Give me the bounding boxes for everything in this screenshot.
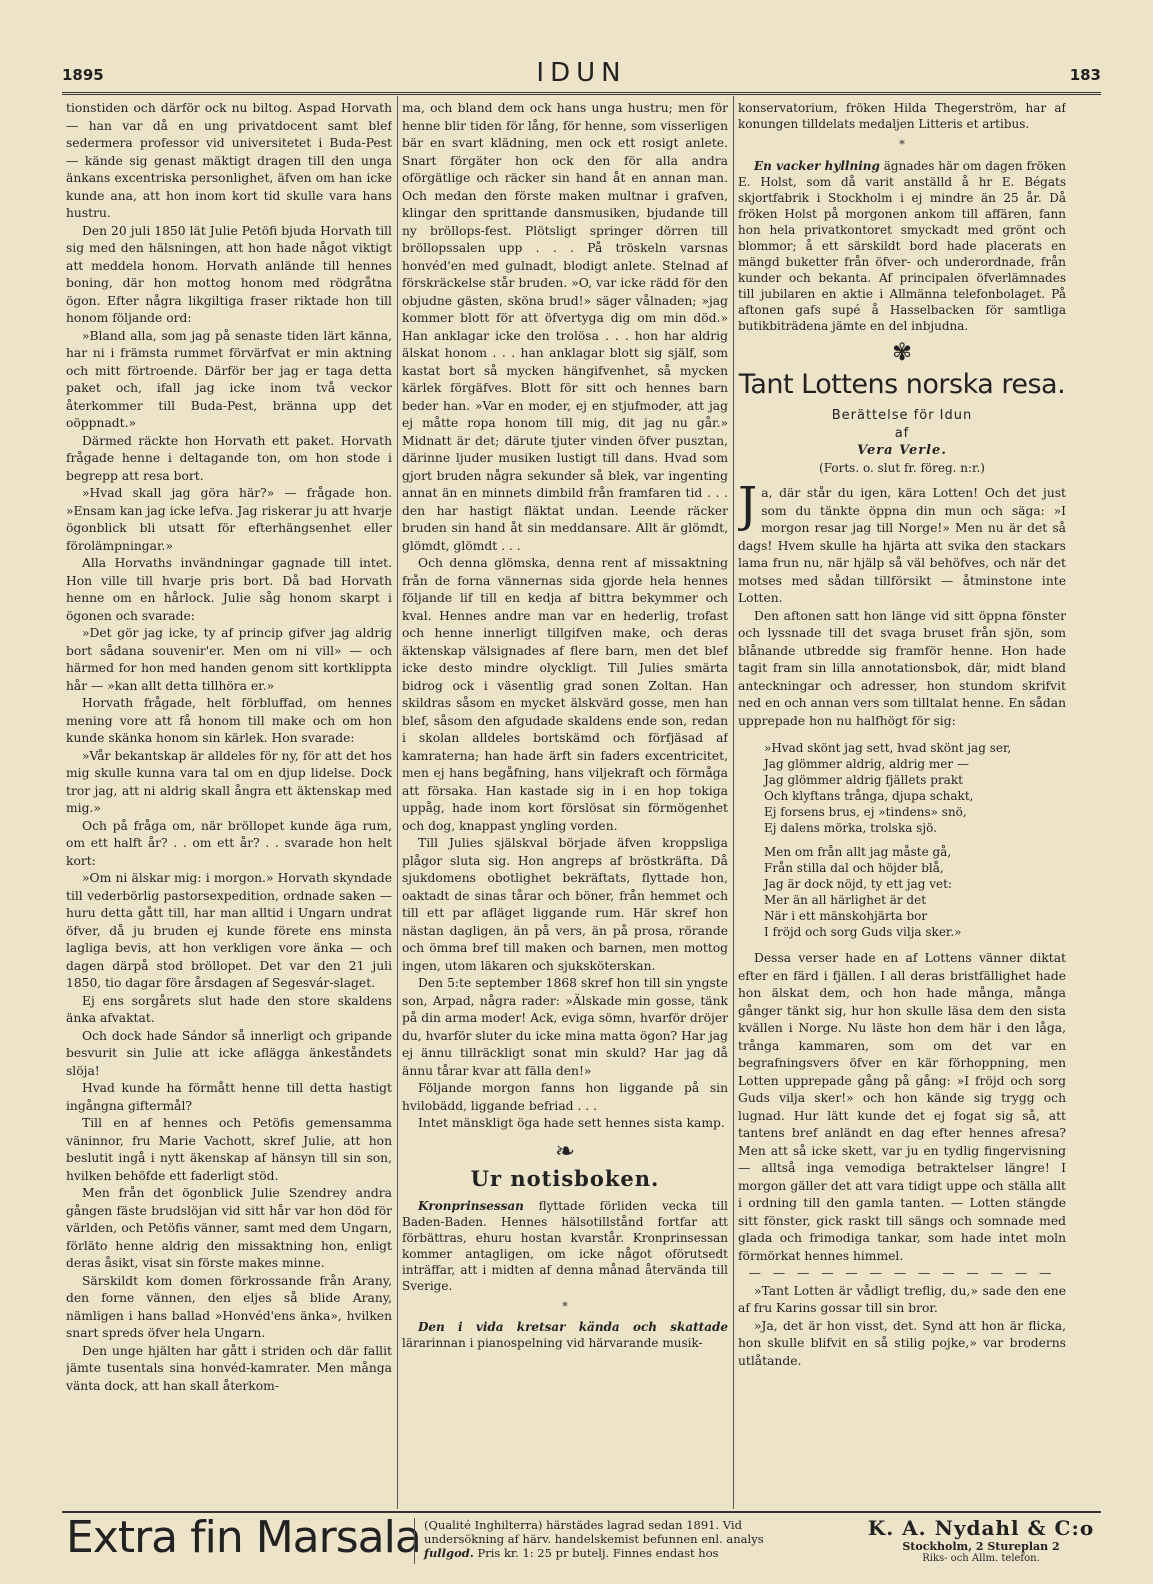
ornament-icon: ✾ — [891, 337, 913, 366]
paragraph: Den 20 juli 1850 lät Julie Petöfi bjuda Horvath till sig med den hälsningen, att hon hade något viktigt att meddela honom. Horvath anlände till hennes boning, där hon mottog honom med rödgråtna ögon. Efter några likgiltiga fraser riktade hon till honom följande ord: — [66, 223, 392, 325]
paragraph: tionstiden och därför ock nu biltog. Aspad Horvath — han var då en ung privatdocent samt blef sedermera professor vid universitetet i Buda-Pest — kände sig genast mäktigt dragen till den unga änkans excentriska personlighet, äfven om han icke kunde ana, att hon inom kort tid skulle vara hans hustru. — [66, 101, 392, 220]
poem-line: I fröjd och sorg Guds vilja sker.» — [764, 925, 962, 939]
paragraph: Till Julies själskval började äfven kroppsliga plågor sluta sig. Hon angreps af bröstkräfta. Då sjukdomens obotlighet bekräftats, flyttade hon, oaktadt de sinas tårar och böner, från hemmet och till ett par afläget liggande rum. Här skref hon nästan dagligen, än på vers, än på prosa, rörande och ömma bref till maken och barnen, men mottog ingen, utom läkaren och sjuksköterskan. — [402, 836, 728, 973]
paragraph: Intet mänskligt öga hade sett hennes sista kamp. — [418, 1116, 725, 1130]
poem-line: När i ett mänskohjärta bor — [764, 909, 928, 923]
poem-line: Ej forsens brus, ej »tindens» snö, — [764, 805, 967, 819]
story-subtitle: Berättelse för Idun — [831, 408, 973, 423]
header-year: 1895 — [62, 66, 104, 84]
paragraph: Dessa verser hade en af Lottens vänner diktat efter en färd i fjällen. I all deras bristfällighet hade hon älskat dem, och hon hade många, många gånger tänkt sig, hur hon skulle läsa dem den sista kvällen i Norge. Nu läste hon dem här i den låga, trånga kammaren, som om det var en begrafningsvers öfver en kär förhoppning, men Lotten upprepade gång på gång: »I fröjd och sorg Guds vilja sker!» och hon kände sig trygg och lugnad. Hur lätt kunde det ej fogat sig så, att tantens bref anländt en dag efter hennes afresa? Men att så icke skett, var ju en tydlig fingervisning — alltså inga vemodiga betraktelser längre! I morgon gäller det att vara tidigt uppe och ställa allt i ordning till den gamla tanten. — Lotten stängde sitt fönster, gick raskt till sängs och somnade med glada och frimodiga tankar, som hade intet moln förmörkat hennes himmel. — [738, 951, 1066, 1263]
poem-line: Men om från allt jag måste gå, — [764, 845, 952, 859]
paragraph: »Vår bekantskap är alldeles för ny, för att det hos mig skulle kunna vara tal om en djup lidelse. Dock tror jag, att ni aldrig skall ångra ett äktenskap med mig.» — [66, 748, 392, 815]
poem-stanza-gap — [764, 836, 1066, 844]
story-af: af — [894, 425, 910, 441]
story-continuation-note: (Forts. o. slut fr. föreg. n:r.) — [819, 460, 985, 475]
advert-address: Stockholm, 2 Stureplan 2 — [902, 1540, 1060, 1553]
notis-paragraph: konservatorium, fröken Hilda Thegerström, har af konungen tilldelats medaljen Litteris et artibus. — [738, 101, 1066, 131]
advert-text: Pris kr. 1: 25 pr butelj. Finnes endast hos — [473, 1546, 719, 1560]
poem-line: Mer än all härlighet är det — [764, 893, 927, 907]
advert-text: (Qualité Inghilterra) härstädes lagrad sedan 1891. Vid undersökning af härv. handelskemist befunnen enl. analys — [424, 1518, 764, 1546]
advert-telephone: Riks- och Allm. telefon. — [922, 1553, 1040, 1564]
paragraph: »Tant Lotten är vådligt treflig, du,» sade den ene af fru Karins gossar till sin bror. — [738, 1283, 1066, 1315]
paragraph: »Ja, det är hon visst, det. Synd att hon är flicka, hon skulle blifvit en så stilig pojke,» var broderns utlåtande. — [738, 1318, 1066, 1368]
advert-headline: Extra fin Marsala — [66, 1512, 421, 1563]
paragraph: Och denna glömska, denna rent af missaktning från de forna vännernas sida gjorde hela hennes följande lif till en kedja af bittra bekymmer och kval. Hennes andre man var en hederlig, trofast och henne innerligt tillgifven make, och deras äktenskap välsignades af flere barn, men det blef icke desto mindre olyckligt. Till Julies smärta bidrog ock i väsentlig grad sonen Zoltan. Han skildras såsom en mycket älskvärd gosse, men han blef, såsom den afgudade skaldens ende son, redan i skolan alldeles bortskämd och förfjäsad af kamraterna; han hade ärft sin faders excentricitet, men ej hans begåfning, hans viljekraft och förmåga att försaka. Han kastade sig in i en hop tokiga uppåg, hade inom kort förslösat sin förmögenhet och dog, knappast yngling vorden. — [402, 556, 728, 833]
poem — [764, 740, 1066, 940]
page-header — [62, 58, 1101, 92]
page-number: 183 — [1069, 66, 1101, 84]
paragraph: Den unge hjälten har gått i striden och där fallit jämte tusentals sina honvéd-kamrater. Men många vänta dock, att han skall återkom- — [66, 1343, 392, 1393]
star-separator-icon: * — [899, 138, 905, 151]
paragraph: Den aftonen satt hon länge vid sitt öppna fönster och lyssnade till det svaga bruset från sjön, som blånande utbredde sig framför henne. Hon hade tagit fram sin lilla annotationsbok, där, midt bland anteckningar och adresser, hon stundom skrifvit ned en och annan vers som tilltalat henne. En sådan upprepade hon nu halfhögt för sig: — [738, 608, 1066, 728]
column-3-article — [738, 100, 1066, 1508]
advert-company-block — [861, 1516, 1101, 1564]
poem-line: Jag är dock nöjd, ty ett jag vet: — [764, 877, 952, 891]
advert-company: K. A. Nydahl & C:o — [867, 1516, 1095, 1540]
paragraph: Ej ens sorgårets slut hade den store skaldens änka afvaktat. — [66, 993, 392, 1025]
poem-line: »Hvad skönt jag sett, hvad skönt jag ser, — [764, 741, 1012, 755]
poem-line: Ej dalens mörka, trolska sjö. — [764, 821, 937, 835]
notis-lead: En vacker hyllning — [754, 158, 880, 173]
paragraph: ma, och bland dem ock hans unga hustru; men för henne blir tiden för lång, för henne, som visserligen bär en svart klädning, men ock ett rosigt anlete. Snart förgäter hon ock den för alla andra oförgätlige och räcker sin hand åt en annan man. Och medan den förste maken multnar i grafven, klingar den sprittande dansmusiken, bjudande till ny bröllops-fest. Plötsligt springer dörren till bröllopssalen upp . . . På tröskeln varsnas honvéd'en med gulnadt, blodigt anlete. Stelnad af förskräckelse står bruden. »O, var icke rädd för den objudne gästen, sköna brud!» säger vålnaden; »jag kommer blott för att öfvertyga dig om min död.» Han anklagar icke den trolösa . . . hon har aldrig älskat honom . . . han anklagar blott sig själf, som kastat bort så mycken hängifvenhet, så mycken kärlek förgäfves. Blott för sitt och hennes barn beder han. »Var en moder, ej en stjufmoder, att jag ej måtte ropa honom till mig, dit jag nu går.» Midnatt är det; därute tjuter vinden öfver pusztan, därinne ljuder musiken lustigt till dans. Hvad som gjort bruden några sekunder så blek, var ingenting annat än en minnets dimbild från framfaren tid . . . den har hastigt fläktat undan. Leende räcker bruden sin hand åt sin meddansare. Allt är glömdt, glömdt, glömdt . . . — [402, 101, 728, 553]
paragraph: »Det gör jag icke, ty af princip gifver jag aldrig bort sådana souvenir'er. Men om ni vill» — och härmed for hon med handen genom sitt kortklippta hår — »kan allt detta tillhöra er.» — [66, 626, 392, 693]
advert-description — [424, 1518, 804, 1560]
paragraph: Horvath frågade, helt förbluffad, om hennes mening vore att få honom till make och om hon kunde skänka honom sin kärlek. Hon svarade: — [66, 696, 392, 745]
paragraph: Hvad kunde ha förmått henne till detta hastigt ingångna giftermål? — [66, 1081, 392, 1113]
poem-line: Jag glömmer aldrig fjällets prakt — [764, 773, 963, 787]
dash-separator: — — — — — — — — — — — — — — [748, 1266, 1056, 1280]
notis-lead: Kronprinsessan — [418, 1198, 524, 1213]
advert-divider — [414, 1518, 415, 1564]
paragraph: Och på fråga om, när bröllopet kunde äga rum, om ett halft år? . . om ett år? . . svarade hon helt kort: — [66, 818, 392, 868]
notis-text: ägnades här om dagen fröken E. Holst, som då varit anställd å hr E. Bégats skjortfabrik i Stockholm i ej mindre än 25 år. Då fröken Holst på morgonen ankom till affären, fann hon hela privatkontoret smyckadt med grönt och blommor; å ett särskildt bord hade placerats en mängd buketter från öfver- och underordnade, från kunder och bekanta. Af principalen öfverlämnades till jubilaren en aktie i Allmänna telefonbolaget. På aftonen gafs supé å Hasselbacken för samtliga butikbiträdena jämte en del inbjudna. — [738, 158, 1066, 333]
paragraph: Till en af hennes och Petöfis gemensamma väninnor, fru Marie Vachott, skref Julie, att hon beslutit ingå i nytt äkenskap af hänsyn till sin son, hvilken behöfde ett faderligt stöd. — [66, 1116, 392, 1183]
notis-text: lärarinnan i pianospelning vid härvarande musik- — [402, 1336, 703, 1350]
paragraph: Alla Horvaths invändningar gagnade till intet. Hon ville till hvarje pris bort. Då bad Horvath henne om en hårlock. Julie såg honom skarpt i ögonen och svarade: — [66, 556, 392, 623]
notis-text: flyttade förliden vecka till Baden-Baden. Hennes hälsotillstånd fortfar att förbättras, ehuru hostan kvarstår. Kronprinsessan kommer antagligen, om icke något oförutsedt inträffar, att i midten af denna månad återvända till Sverige. — [402, 1198, 728, 1293]
header-rule — [62, 92, 1101, 95]
paragraph: »Hvad skall jag göra här?» — frågade hon. »Ensam kan jag icke lefva. Jag riskerar ju att hvarje ögonblick bli utsatt för efterhängsenhet eller förolämpningar.» — [66, 486, 392, 553]
story-title: Tant Lottens norska resa. — [738, 369, 1066, 400]
paragraph — [738, 477, 1066, 608]
notis-paragraph — [402, 1319, 728, 1351]
paragraph: »Bland alla, som jag på senaste tiden lärt känna, har ni i främsta rummet förvärfvat er min aktning och mitt förtroende. Därför ber jag er taga detta paket och, ifall jag icke inom två veckor återkommer till Buda-Pest, bränna upp det oöppnadt.» — [66, 328, 392, 430]
column-2-article — [402, 100, 728, 1508]
paragraph-text: a, där står du igen, kära Lotten! Och det just som du tänkte öppna din mun och säga: »I morgon resar jag till Norge!» Men nu är det så dags! Hvem skulle ha hjärta att svika den stackars lama frun nu, när hjälp så väl behöfves, och när det motses med sådan tillförsikt — åtminstone inte Lotten. — [738, 486, 1066, 605]
paragraph: Därmed räckte hon Horvath ett paket. Horvath frågade henne i deltagande ton, om hon stode i begrepp att resa bort. — [66, 433, 392, 483]
column-divider — [733, 96, 734, 1509]
notis-lead: Den i vida kretsar kända och skattade — [418, 1320, 728, 1334]
paragraph: Och dock hade Sándor så innerligt och gripande besvurit sin Julie att icke aflägga änkeståndets slöja! — [66, 1028, 392, 1078]
notis-paragraph — [738, 158, 1066, 334]
marsala-advert — [62, 1514, 1101, 1568]
paragraph: Följande morgon fanns hon liggande på sin hvilobädd, liggande befriad . . . — [402, 1081, 728, 1113]
advert-fullgod: fullgod. — [424, 1546, 474, 1560]
poem-line: Från stilla dal och höjder blå, — [764, 861, 944, 875]
paragraph: »Om ni älskar mig: i morgon.» Horvath skyndade till vederbörlig pastorsexpedition, ordnade saken — huru detta gått till, har man alltid i Ungarn undrat öfver, då ju bruden ej kunde förete ens minsta lagliga bevis, att hon verkligen vore änka — och dagen därpå stod bröllopet. Det var den 21 juli 1850, tio dagar före årsdagen af Segesvár-slaget. — [66, 871, 392, 990]
notis-section-title: Ur notisboken. — [470, 1166, 660, 1191]
paragraph: Men från det ögonblick Julie Szendrey andra gången fäste brudslöjan vid sitt hår var hon död för världen, och Petöfis vänner, samt med dem Ungarn, förläto henne aldrig den missaktning hon, enligt deras åsikt, visat sin förste makes minne. — [66, 1186, 392, 1270]
column-1-article — [66, 100, 392, 1508]
notis-paragraph — [402, 1198, 728, 1294]
column-divider — [397, 96, 398, 1509]
drop-cap: J — [738, 477, 758, 533]
ornament-icon: ❧ — [554, 1136, 576, 1165]
star-separator-icon: * — [562, 1299, 568, 1313]
poem-line: Och klyftans trånga, djupa schakt, — [764, 789, 974, 803]
story-author: Vera Verle. — [857, 443, 947, 458]
paragraph: Den 5:te september 1868 skref hon till sin yngste son, Arpad, några rader: »Älskade min gosse, tänk på din arma moder! Ack, eviga sömn, hvarför dröjer du, hvarför sluter du icke mina matta ögon? Har jag ej ännu tillräckligt sonat min skuld? Har jag då ännu tårar kvar att fälla den!» — [402, 976, 728, 1078]
masthead-title: IDUN — [536, 58, 627, 88]
poem-line: Jag glömmer aldrig, aldrig mer — — [764, 757, 969, 771]
paragraph: Särskildt kom domen förkrossande från Arany, den forne vännen, den eljes så blide Arany, nämligen i hans ballad »Honvéd'ens änka», hvilken snart spreds öfver hela Ungarn. — [66, 1273, 392, 1340]
